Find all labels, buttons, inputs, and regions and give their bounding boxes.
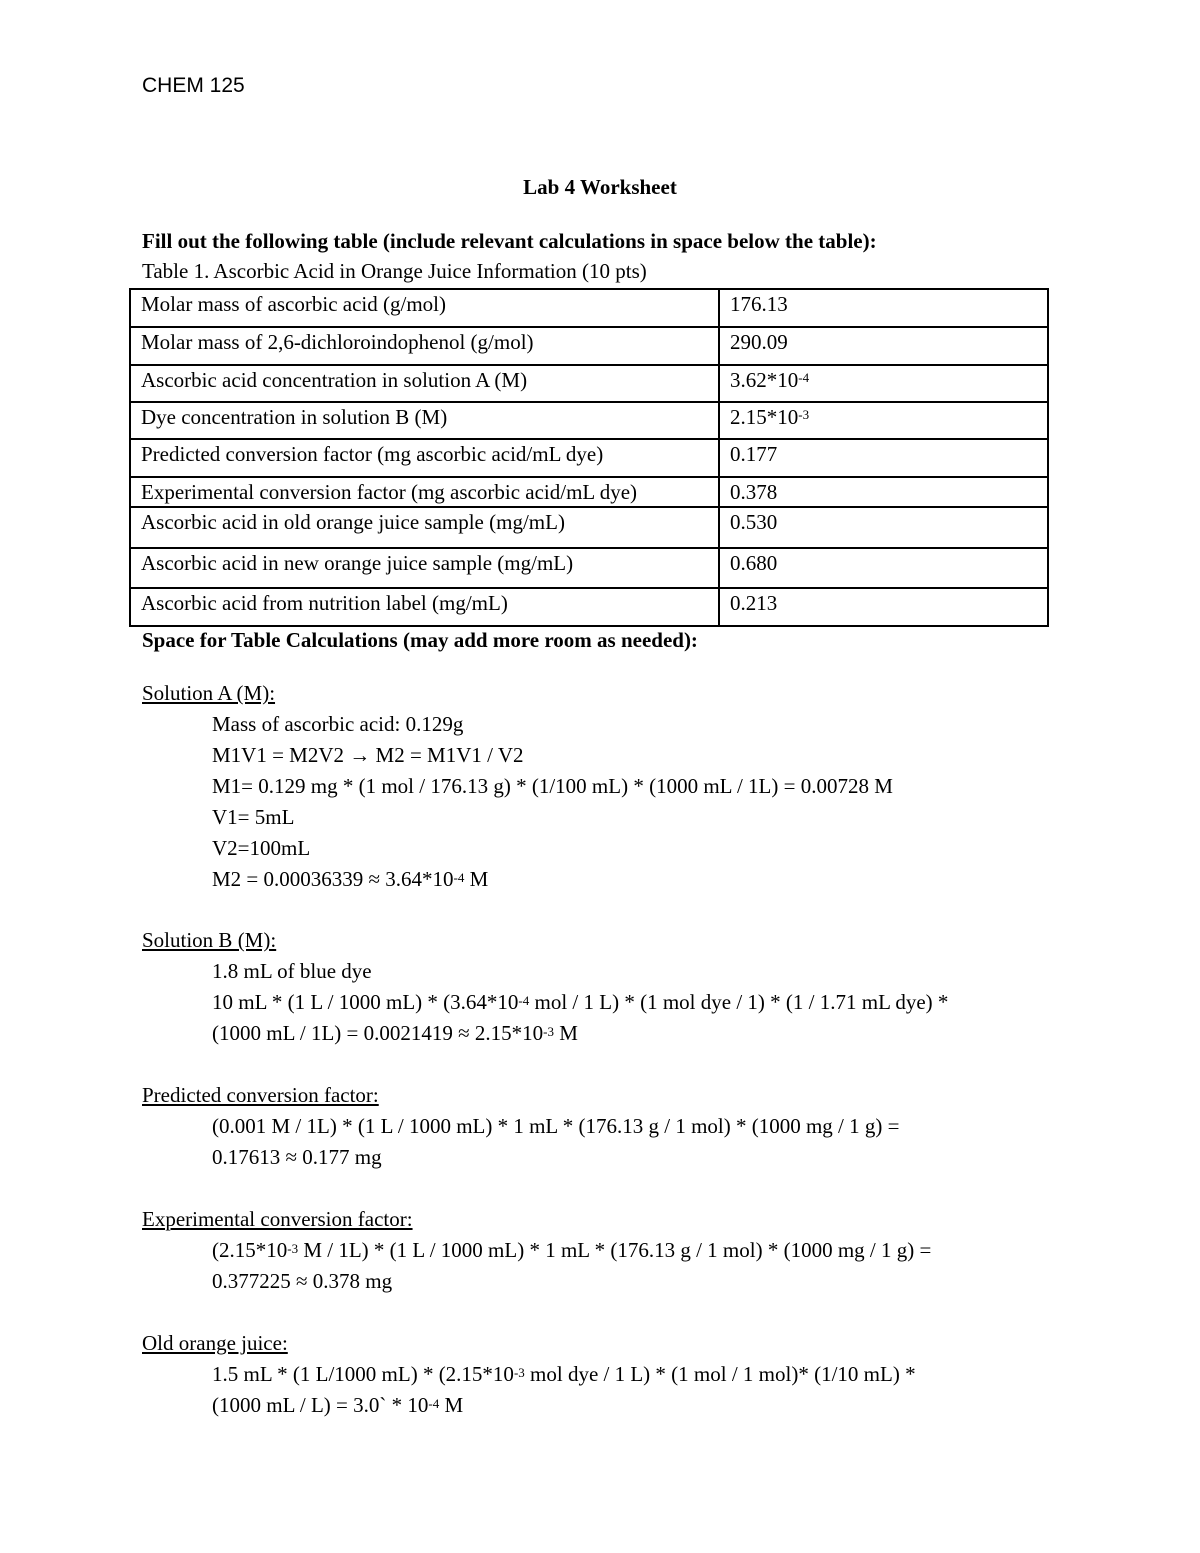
b1-text: 10 mL * (1 L / 1000 mL) * (3.64*10 [212,990,519,1014]
row-value [719,402,1048,439]
row-label: Ascorbic acid from nutrition label (mg/mL) [130,588,719,626]
value-text: 2.15*10 [730,405,799,429]
value-text: 3.62*10 [730,368,799,392]
table-row [130,327,1048,365]
table-row [130,439,1048,477]
old-oj-line1 [142,1359,916,1390]
experimental-section [142,1204,931,1297]
table-row [130,588,1048,626]
row-label: Molar mass of ascorbic acid (g/mol) [130,289,719,327]
b2-unit: M [554,1021,578,1045]
table-row [130,548,1048,588]
solution-a-v1: V1= 5mL [212,805,295,829]
solution-b-section [142,925,948,1049]
value-exponent: -4 [798,370,810,385]
solution-a-m2 [142,864,893,895]
row-label: Ascorbic acid in new orange juice sample (mg/mL) [130,548,719,588]
table-row [130,507,1048,548]
b1-exponent: -4 [518,993,530,1008]
value-exponent: -3 [798,407,810,422]
info-table [129,288,1049,627]
experimental-heading: Experimental conversion factor: [142,1207,413,1231]
row-value: 176.13 [719,289,1048,327]
old-oj-heading: Old orange juice: [142,1331,288,1355]
row-value: 0.177 [719,439,1048,477]
table-caption: Table 1. Ascorbic Acid in Orange Juice Information (10 pts) [142,259,647,283]
experimental-line1 [142,1235,931,1266]
o2-unit: M [439,1393,464,1417]
row-value: 0.530 [719,507,1048,548]
predicted-heading: Predicted conversion factor: [142,1083,379,1107]
solution-b-line1 [142,987,948,1018]
b2-exponent: -3 [543,1024,554,1039]
solution-a-mass: Mass of ascorbic acid: 0.129g [212,712,464,736]
row-label: Predicted conversion factor (mg ascorbic acid/mL dye) [130,439,719,477]
table-row [130,365,1048,402]
old-oj-section [142,1328,916,1421]
solution-a-v2: V2=100mL [212,836,311,860]
b1-rest: mol / 1 L) * (1 mol dye / 1) * (1 / 1.71 mL dye) * [529,990,949,1014]
o1-text: 1.5 mL * (1 L/1000 mL) * (2.15*10 [212,1362,514,1386]
row-label: Experimental conversion factor (mg ascorbic acid/mL dye) [130,477,719,507]
o2-exponent: -4 [428,1396,440,1411]
row-label: Molar mass of 2,6-dichloroindophenol (g/mol) [130,327,719,365]
m2-exponent: -4 [453,870,465,885]
row-value: 0.213 [719,588,1048,626]
row-value: 0.680 [719,548,1048,588]
solution-a-dilution: M1V1 = M2V2 → M2 = M1V1 / V2 [212,743,524,767]
e1-rest: M / 1L) * (1 L / 1000 mL) * 1 mL * (176.13 g / 1 mol) * (1000 mg / 1 g) = [298,1238,932,1262]
row-label: Dye concentration in solution B (M) [130,402,719,439]
e1-exponent: -3 [287,1241,299,1256]
page-title: Lab 4 Worksheet [523,175,677,199]
m2-unit: M [464,867,489,891]
table-row [130,477,1048,507]
table-row [130,402,1048,439]
solution-a-heading: Solution A (M): [142,681,276,705]
solution-b-line2 [142,1018,948,1049]
solution-a-m1: M1= 0.129 mg * (1 mol / 176.13 g) * (1/100 mL) * (1000 mL / 1L) = 0.00728 M [212,774,893,798]
solution-a-section [142,678,893,895]
e1-text: (2.15*10 [212,1238,288,1262]
predicted-section [142,1080,899,1173]
o1-exponent: -3 [513,1365,525,1380]
experimental-line2: 0.377225 ≈ 0.378 mg [212,1269,393,1293]
o2-text: (1000 mL / L) = 3.0` * 10 [212,1393,429,1417]
predicted-line1: (0.001 M / 1L) * (1 L / 1000 mL) * 1 mL * (176.13 g / 1 mol) * (1000 mg / 1 g) = [212,1114,900,1138]
calculations-heading: Space for Table Calculations (may add more room as needed): [142,628,698,652]
b2-text: (1000 mL / 1L) = 0.0021419 ≈ 2.15*10 [212,1021,544,1045]
table-row [130,289,1048,327]
old-oj-line2 [142,1390,916,1421]
row-label: Ascorbic acid in old orange juice sample (mg/mL) [130,507,719,548]
predicted-line2: 0.17613 ≈ 0.177 mg [212,1145,382,1169]
course-header: CHEM 125 [142,74,245,97]
row-value: 290.09 [719,327,1048,365]
row-label: Ascorbic acid concentration in solution A (M) [130,365,719,402]
m2-text: M2 = 0.00036339 ≈ 3.64*10 [212,867,454,891]
instructions: Fill out the following table (include relevant calculations in space below the table): [142,229,877,253]
solution-b-heading: Solution B (M): [142,928,277,952]
row-value [719,365,1048,402]
solution-b-dye: 1.8 mL of blue dye [212,959,372,983]
row-value: 0.378 [719,477,1048,507]
o1-rest: mol dye / 1 L) * (1 mol / 1 mol)* (1/10 mL) * [524,1362,916,1386]
